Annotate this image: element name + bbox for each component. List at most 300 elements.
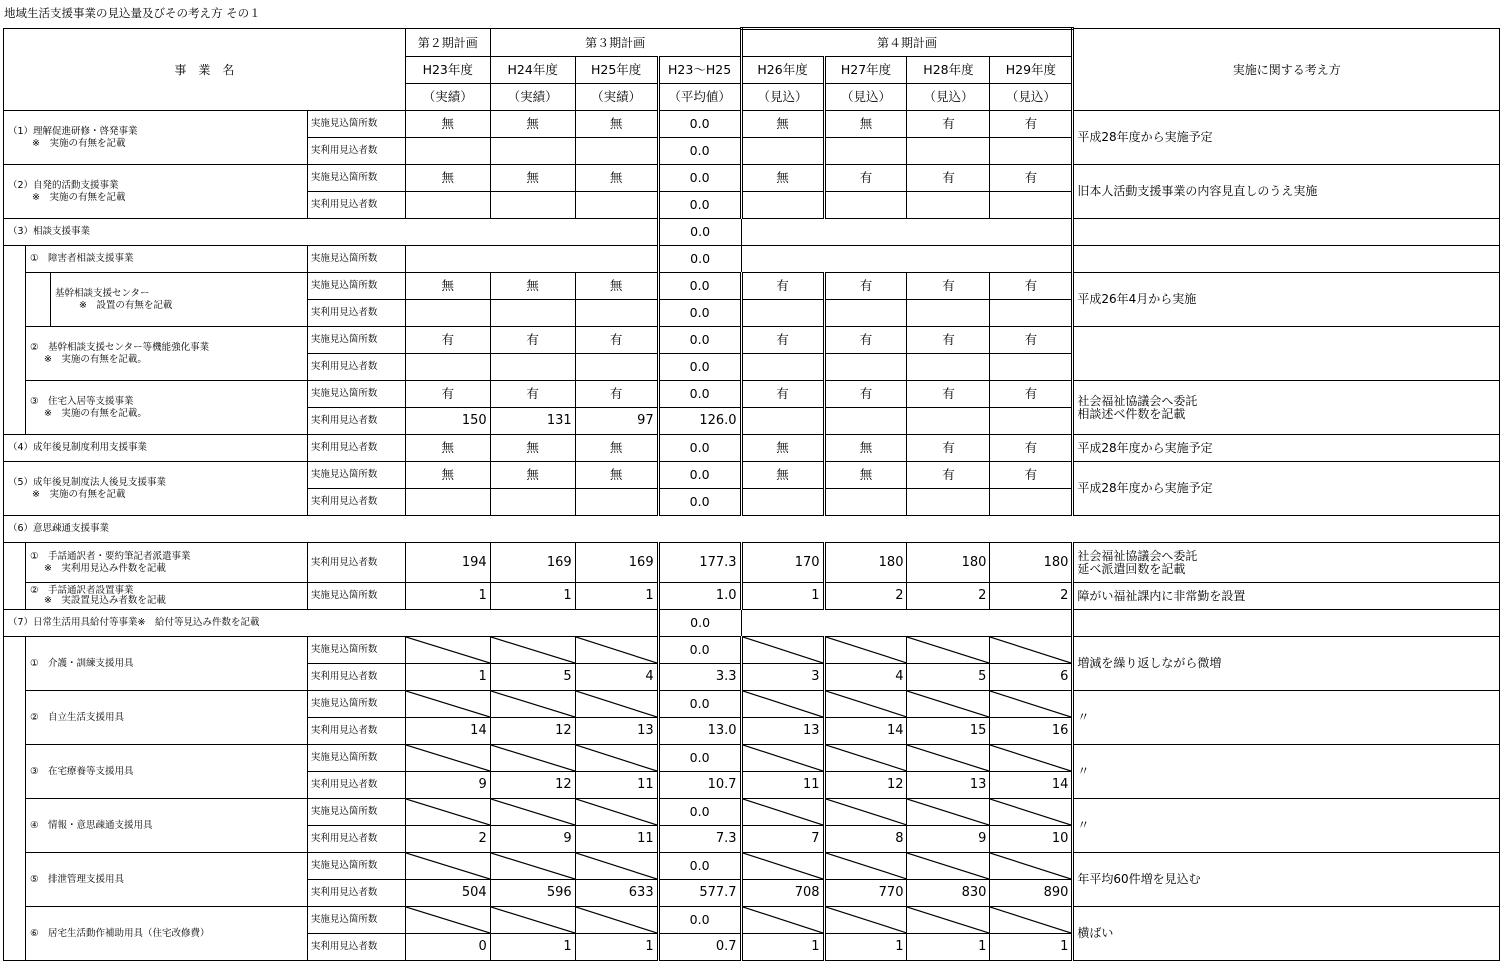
value-cell: 有 (824, 165, 907, 192)
value-cell: 5 (490, 664, 575, 691)
value-cell (824, 192, 907, 219)
header-year: H24年度 (490, 57, 575, 84)
value-cell (575, 192, 658, 219)
value-cell: 無 (405, 273, 490, 300)
header-type: （実績） (405, 84, 490, 111)
value-cell: 0.0 (658, 192, 741, 219)
empty-cell (741, 246, 824, 273)
value-cell: 169 (575, 543, 658, 583)
value-cell (490, 489, 575, 516)
value-cell: 有 (824, 327, 907, 354)
value-cell: 0 (405, 934, 490, 961)
value-cell (907, 408, 990, 435)
value-cell: 有 (907, 273, 990, 300)
value-cell: 126.0 (658, 408, 741, 435)
value-cell: 無 (490, 111, 575, 138)
empty-cell (741, 219, 824, 246)
diagonal-empty-cell (405, 907, 490, 934)
value-cell (490, 300, 575, 327)
item-name: ③ 住宅入居等支援事業 (29, 395, 134, 407)
value-cell: 有 (990, 111, 1073, 138)
value-cell: 7 (741, 826, 824, 853)
item-name-cell (4, 435, 308, 462)
value-cell: 150 (405, 408, 490, 435)
value-cell: 3.3 (658, 664, 741, 691)
indent-spacer (25, 273, 50, 327)
value-cell (990, 489, 1073, 516)
header-type: （見込） (741, 84, 824, 111)
measure-label: 実施見込箇所数 (307, 462, 405, 489)
measure-label: 実施見込箇所数 (307, 799, 405, 826)
approach-cell: 年平均60件増を見込む (1073, 853, 1500, 907)
approach-text: 相談述べ件数を記載 (1077, 406, 1186, 421)
measure-label: 実利用見込者数 (307, 543, 405, 583)
value-cell: 2 (405, 826, 490, 853)
document-title: 地域生活支援事業の見込量及びその考え方 その１ (4, 6, 261, 20)
value-cell: 504 (405, 880, 490, 907)
approach-cell: 旧本人活動支援事業の内容見直しのうえ実施 (1073, 165, 1500, 219)
diagonal-empty-cell (575, 691, 658, 718)
diagonal-empty-cell (907, 691, 990, 718)
value-cell: 無 (490, 165, 575, 192)
indent-spacer (4, 543, 26, 610)
empty-cell (575, 610, 658, 637)
value-cell: 無 (575, 273, 658, 300)
header-period4: 第４期計画 (741, 29, 1073, 57)
value-cell: 0.0 (658, 165, 741, 192)
value-cell (990, 300, 1073, 327)
value-cell (990, 354, 1073, 381)
avg-cell: 0.0 (658, 610, 741, 637)
item-name: ① 手話通訳者・要約筆記者派遣事業 (29, 550, 191, 562)
header-year: H28年度 (907, 57, 990, 84)
value-cell: 無 (575, 462, 658, 489)
value-cell: 0.7 (658, 934, 741, 961)
value-cell: 12 (490, 772, 575, 799)
item-name: ② 基幹相談支援センター等機能強化事業 (29, 341, 210, 353)
value-cell: 有 (907, 462, 990, 489)
diagonal-empty-cell (907, 637, 990, 664)
value-cell (575, 489, 658, 516)
approach-text: 延べ派遣回数を記載 (1077, 561, 1186, 576)
value-cell: 1 (741, 934, 824, 961)
value-cell: 有 (741, 273, 824, 300)
approach-cell: 〃 (1073, 691, 1500, 745)
value-cell: 無 (490, 273, 575, 300)
header-year: H23年度 (405, 57, 490, 84)
empty-cell (990, 246, 1073, 273)
value-cell: 無 (741, 435, 824, 462)
header-year: H26年度 (741, 57, 824, 84)
item-name-cell (25, 381, 307, 435)
value-cell: 0.0 (658, 300, 741, 327)
value-cell: 6 (990, 664, 1073, 691)
value-cell: 有 (907, 165, 990, 192)
value-cell (405, 138, 490, 165)
value-cell: 0.0 (658, 273, 741, 300)
item-name: ① 介護・訓練支援用具 (29, 657, 134, 669)
measure-label: 実施見込箇所数 (307, 745, 405, 772)
measure-label: 実利用見込者数 (307, 718, 405, 745)
empty-cell (575, 219, 658, 246)
value-cell: 無 (490, 435, 575, 462)
value-cell: 13 (575, 718, 658, 745)
empty-cell (490, 246, 575, 273)
diagonal-empty-cell (405, 853, 490, 880)
empty-cell (990, 219, 1073, 246)
value-cell: 有 (575, 381, 658, 408)
value-cell: 無 (405, 435, 490, 462)
value-cell (490, 354, 575, 381)
avg-cell: 0.0 (658, 745, 741, 772)
header-type: （見込） (824, 84, 907, 111)
empty-cell (824, 219, 907, 246)
value-cell: 770 (824, 880, 907, 907)
header-type: （見込） (907, 84, 990, 111)
value-cell: 無 (405, 165, 490, 192)
approach-cell: 平成28年度から実施予定 (1073, 435, 1500, 462)
diagonal-empty-cell (490, 799, 575, 826)
approach-cell (1073, 610, 1500, 637)
value-cell: 有 (405, 327, 490, 354)
value-cell: 無 (405, 111, 490, 138)
diagonal-empty-cell (990, 691, 1073, 718)
item-note: ※ 実施の有無を記載。 (43, 353, 147, 365)
value-cell: 有 (907, 111, 990, 138)
value-cell: 1 (990, 934, 1073, 961)
value-cell: 177.3 (658, 543, 741, 583)
diagonal-empty-cell (405, 799, 490, 826)
value-cell (990, 408, 1073, 435)
value-cell: 有 (741, 327, 824, 354)
header-type: （見込） (990, 84, 1073, 111)
section-name: （6）意思疎通支援事業 (4, 516, 1500, 543)
item-name-cell (4, 111, 308, 165)
item-name-cell (25, 691, 307, 745)
value-cell: 無 (741, 462, 824, 489)
value-cell: 0.0 (658, 327, 741, 354)
value-cell: 1 (490, 583, 575, 610)
indent-spacer (4, 637, 26, 961)
value-cell: 有 (990, 165, 1073, 192)
value-cell: 180 (907, 543, 990, 583)
item-name: ⑥ 居宅生活動作補助用具（住宅改修費） (29, 927, 210, 939)
measure-label: 実施見込箇所数 (307, 691, 405, 718)
value-cell: 有 (907, 381, 990, 408)
item-name-cell (4, 165, 308, 219)
value-cell (405, 354, 490, 381)
value-cell (907, 489, 990, 516)
value-cell: 有 (907, 327, 990, 354)
diagonal-empty-cell (824, 637, 907, 664)
value-cell: 0.0 (658, 435, 741, 462)
measure-label: 実利用見込者数 (307, 489, 405, 516)
value-cell: 有 (990, 273, 1073, 300)
diagonal-empty-cell (575, 745, 658, 772)
value-cell: 無 (575, 435, 658, 462)
diagonal-empty-cell (490, 853, 575, 880)
diagonal-empty-cell (575, 799, 658, 826)
value-cell: 131 (490, 408, 575, 435)
value-cell: 有 (490, 381, 575, 408)
value-cell: 890 (990, 880, 1073, 907)
empty-cell (405, 610, 490, 637)
value-cell: 577.7 (658, 880, 741, 907)
value-cell: 10.7 (658, 772, 741, 799)
diagonal-empty-cell (990, 745, 1073, 772)
measure-label: 実施見込箇所数 (307, 637, 405, 664)
item-name-cell (25, 799, 307, 853)
value-cell: 14 (405, 718, 490, 745)
measure-label: 実利用見込者数 (307, 354, 405, 381)
value-cell: 708 (741, 880, 824, 907)
diagonal-empty-cell (575, 853, 658, 880)
item-note: ※ 実施の有無を記載 (32, 488, 126, 500)
avg-cell: 0.0 (658, 691, 741, 718)
value-cell (741, 192, 824, 219)
value-cell (907, 138, 990, 165)
item-name-cell (50, 273, 307, 327)
diagonal-empty-cell (405, 691, 490, 718)
value-cell: 有 (990, 381, 1073, 408)
header-approach: 実施に関する考え方 (1073, 29, 1500, 111)
value-cell: 有 (990, 435, 1073, 462)
item-name: ④ 情報・意思疎通支援用具 (29, 819, 153, 831)
approach-cell (1073, 381, 1500, 435)
measure-label: 実利用見込者数 (307, 880, 405, 907)
measure-label: 実施見込箇所数 (307, 246, 405, 273)
value-cell (907, 354, 990, 381)
diagonal-empty-cell (990, 799, 1073, 826)
item-name: ③ 在宅療養等支援用具 (29, 765, 134, 777)
diagonal-empty-cell (490, 691, 575, 718)
empty-cell (575, 246, 658, 273)
section-name: （7）日常生活用具給付等事業※ 給付等見込み件数を記載 (4, 610, 406, 637)
empty-cell (824, 246, 907, 273)
value-cell: 3 (741, 664, 824, 691)
value-cell: 9 (907, 826, 990, 853)
measure-label: 実利用見込者数 (307, 435, 405, 462)
value-cell: 無 (824, 462, 907, 489)
item-name: 基幹相談支援センター (54, 287, 150, 299)
item-name: （1）理解促進研修・啓発事業 (8, 125, 138, 137)
header-type: （平均値） (658, 84, 741, 111)
approach-cell: 増減を繰り返しながら微増 (1073, 637, 1500, 691)
measure-label: 実施見込箇所数 (307, 327, 405, 354)
indent-spacer (4, 246, 26, 435)
value-cell: 無 (575, 111, 658, 138)
diagonal-empty-cell (741, 853, 824, 880)
value-cell: 無 (575, 165, 658, 192)
header-type: （実績） (575, 84, 658, 111)
value-cell: 1 (575, 583, 658, 610)
empty-cell (907, 219, 990, 246)
measure-label: 実施見込箇所数 (307, 381, 405, 408)
value-cell: 9 (490, 826, 575, 853)
header-period2: 第２期計画 (405, 29, 490, 57)
measure-label: 実施見込箇所数 (307, 273, 405, 300)
value-cell (575, 138, 658, 165)
avg-cell: 0.0 (658, 219, 741, 246)
value-cell: 有 (907, 435, 990, 462)
avg-cell: 0.0 (658, 637, 741, 664)
value-cell: 1 (824, 934, 907, 961)
value-cell (575, 354, 658, 381)
value-cell: 97 (575, 408, 658, 435)
header-project-name: 事 業 名 (4, 29, 406, 111)
value-cell: 9 (405, 772, 490, 799)
approach-cell (1073, 543, 1500, 583)
value-cell: 169 (490, 543, 575, 583)
item-name-cell (25, 246, 307, 273)
avg-cell: 0.0 (658, 907, 741, 934)
value-cell: 有 (575, 327, 658, 354)
value-cell (575, 300, 658, 327)
value-cell: 無 (490, 462, 575, 489)
measure-label: 実利用見込者数 (307, 934, 405, 961)
value-cell: 1 (405, 583, 490, 610)
value-cell: 10 (990, 826, 1073, 853)
value-cell (741, 489, 824, 516)
value-cell (741, 354, 824, 381)
approach-cell (1073, 327, 1500, 381)
diagonal-empty-cell (490, 907, 575, 934)
value-cell: 4 (824, 664, 907, 691)
approach-cell: 障がい福祉課内に非常勤を設置 (1073, 583, 1500, 610)
item-note: ※ 実設置見込み者数を記載 (43, 595, 166, 606)
measure-label: 実利用見込者数 (307, 192, 405, 219)
item-name: ② 自立生活支援用具 (29, 711, 124, 723)
value-cell (990, 192, 1073, 219)
value-cell: 180 (824, 543, 907, 583)
measure-label: 実施見込箇所数 (307, 853, 405, 880)
value-cell: 12 (490, 718, 575, 745)
empty-cell (990, 610, 1073, 637)
value-cell: 11 (575, 826, 658, 853)
value-cell: 180 (990, 543, 1073, 583)
measure-label: 実施見込箇所数 (307, 907, 405, 934)
avg-cell: 0.0 (658, 853, 741, 880)
diagonal-empty-cell (907, 799, 990, 826)
diagonal-empty-cell (824, 853, 907, 880)
empty-cell (741, 610, 824, 637)
value-cell (405, 300, 490, 327)
value-cell: 無 (405, 462, 490, 489)
measure-label: 実利用見込者数 (307, 300, 405, 327)
diagonal-empty-cell (990, 637, 1073, 664)
value-cell: 0.0 (658, 138, 741, 165)
header-type: （実績） (490, 84, 575, 111)
value-cell: 11 (575, 772, 658, 799)
value-cell: 14 (990, 772, 1073, 799)
value-cell: 0.0 (658, 462, 741, 489)
value-cell: 有 (990, 327, 1073, 354)
measure-label: 実利用見込者数 (307, 772, 405, 799)
value-cell (741, 138, 824, 165)
approach-cell: 平成26年4月から実施 (1073, 273, 1500, 327)
value-cell (405, 192, 490, 219)
measure-label: 実施見込箇所数 (307, 165, 405, 192)
item-name-cell (25, 637, 307, 691)
avg-cell: 0.0 (658, 799, 741, 826)
diagonal-empty-cell (824, 907, 907, 934)
diagonal-empty-cell (824, 691, 907, 718)
value-cell: 0.0 (658, 111, 741, 138)
value-cell (490, 138, 575, 165)
value-cell: 12 (824, 772, 907, 799)
value-cell: 13.0 (658, 718, 741, 745)
value-cell: 1 (575, 934, 658, 961)
value-cell (824, 354, 907, 381)
value-cell: 有 (405, 381, 490, 408)
diagonal-empty-cell (741, 799, 824, 826)
value-cell (907, 300, 990, 327)
item-name: ② 手話通訳者設置事業 (29, 585, 134, 596)
value-cell: 7.3 (658, 826, 741, 853)
value-cell: 2 (824, 583, 907, 610)
header-year: H23～H25 (658, 57, 741, 84)
diagonal-empty-cell (575, 907, 658, 934)
approach-text: 社会福祉協議会へ委託 (1077, 393, 1198, 408)
value-cell: 15 (907, 718, 990, 745)
value-cell: 2 (907, 583, 990, 610)
measure-label: 実利用見込者数 (307, 664, 405, 691)
value-cell: 1 (907, 934, 990, 961)
diagonal-empty-cell (824, 745, 907, 772)
value-cell (990, 138, 1073, 165)
value-cell: 2 (990, 583, 1073, 610)
diagonal-empty-cell (907, 853, 990, 880)
value-cell: 有 (990, 462, 1073, 489)
value-cell (741, 408, 824, 435)
value-cell (741, 300, 824, 327)
value-cell (824, 138, 907, 165)
approach-cell: 〃 (1073, 745, 1500, 799)
value-cell: 有 (490, 327, 575, 354)
value-cell: 0.0 (658, 354, 741, 381)
empty-cell (490, 610, 575, 637)
item-name-cell (25, 907, 307, 961)
measure-label: 実利用見込者数 (307, 826, 405, 853)
value-cell: 無 (824, 111, 907, 138)
value-cell: 170 (741, 543, 824, 583)
value-cell: 14 (824, 718, 907, 745)
value-cell: 8 (824, 826, 907, 853)
item-note: ※ 実施の有無を記載 (32, 137, 126, 149)
value-cell: 194 (405, 543, 490, 583)
value-cell: 11 (741, 772, 824, 799)
item-name: （4）成年後見制度利用支援事業 (8, 442, 148, 453)
value-cell: 有 (824, 273, 907, 300)
value-cell: 16 (990, 718, 1073, 745)
item-name-cell (25, 327, 307, 381)
value-cell: 無 (824, 435, 907, 462)
item-note: ※ 実利用見込み件数を記載 (43, 562, 166, 574)
approach-cell: 横ばい (1073, 907, 1500, 961)
measure-label: 実利用見込者数 (307, 138, 405, 165)
avg-cell: 0.0 (658, 246, 741, 273)
value-cell: 1 (405, 664, 490, 691)
approach-cell (1073, 246, 1500, 273)
value-cell (824, 408, 907, 435)
empty-cell (405, 246, 490, 273)
item-name: ⑤ 排泄管理支援用具 (29, 873, 124, 885)
plan-table (3, 27, 1500, 961)
empty-cell (405, 219, 490, 246)
diagonal-empty-cell (741, 637, 824, 664)
value-cell: 13 (907, 772, 990, 799)
header-year: H25年度 (575, 57, 658, 84)
